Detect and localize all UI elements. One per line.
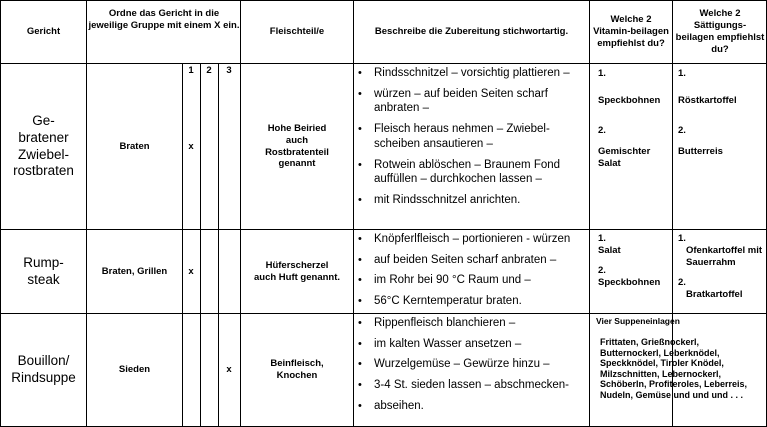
group-mark: x bbox=[226, 364, 232, 376]
side-dish: Gemischter Salat bbox=[598, 145, 651, 169]
preparation-step: • Knöpferlfleisch – portionieren - würzen bbox=[356, 232, 588, 247]
grid-line bbox=[182, 313, 183, 427]
preparation-step: • im Rohr bei 90 °C Raum und – bbox=[356, 273, 588, 288]
grid-line bbox=[200, 63, 201, 427]
group-number-3: 3 bbox=[226, 65, 232, 77]
side-number: 1. bbox=[598, 68, 606, 79]
meat-cut: Hüferscherzel auch Huft genannt. bbox=[253, 259, 341, 283]
side-number: 2. bbox=[678, 276, 686, 288]
preparation-step: • Rotwein ablöschen – Braunem Fond auffüllen – durchkochen lassen – bbox=[356, 158, 588, 187]
group-mark: x bbox=[188, 265, 194, 277]
side-dish: Speckbohnen bbox=[598, 276, 661, 288]
side-dish: Röstkartoffel bbox=[678, 94, 737, 106]
side-number: 2. bbox=[598, 264, 606, 276]
group-mark: x bbox=[188, 140, 194, 152]
dish-name: Rump- steak bbox=[23, 254, 64, 287]
cooking-method: Sieden bbox=[118, 364, 151, 376]
preparation-step: • abseihen. bbox=[356, 399, 588, 414]
vitamin-sides bbox=[598, 233, 670, 289]
side-number: 2. bbox=[678, 124, 686, 136]
preparation-step: • würzen – auf beiden Seiten scharf anbraten – bbox=[356, 87, 588, 116]
cooking-method: Braten bbox=[119, 140, 150, 152]
header-vitamin: Welche 2 Vitamin-beilagen empfiehlst du? bbox=[593, 14, 669, 49]
side-dish: Bratkartoffel bbox=[686, 288, 743, 300]
side-number: 1. bbox=[678, 68, 686, 79]
preparation-step: • Wurzelgemüse – Gewürze hinzu – bbox=[356, 357, 588, 372]
preparation-step: • Rindsschnitzel – vorsichtig plattieren – bbox=[356, 66, 588, 81]
meat-cut: Beinfleisch, Knochen bbox=[270, 358, 324, 381]
suppeneinlagen-list: Frittaten, Grießnockerl, Butternockerl, Leberknödel, Speckknödel, Tiroler Knödel, Milzschnitten, Lebernockerl, Schöberln, Profiteroles, Leberreis, Nudeln, Gemüse und und und . . . bbox=[600, 337, 748, 401]
preparation-step: • 56°C Kerntemperatur braten. bbox=[356, 294, 588, 309]
side-dish: Ofenkartoffel mit Sauerrahm bbox=[686, 244, 763, 268]
side-dish: Salat bbox=[598, 244, 621, 256]
preparation-steps bbox=[356, 66, 588, 208]
side-number: 1. bbox=[678, 233, 686, 244]
header-fleischteil: Fleischteil/e bbox=[269, 26, 325, 38]
side-dish: Speckbohnen bbox=[598, 94, 661, 106]
saettigung-sides bbox=[678, 233, 764, 300]
group-number-1: 1 bbox=[188, 65, 194, 77]
side-dish: Butterreis bbox=[678, 145, 723, 157]
preparation-step: • auf beiden Seiten scharf anbraten – bbox=[356, 253, 588, 268]
preparation-step: • Fleisch heraus nehmen – Zwiebel- scheiben ansautieren – bbox=[356, 122, 588, 151]
side-number: 2. bbox=[598, 124, 606, 136]
group-number-2: 2 bbox=[206, 65, 212, 77]
preparation-steps bbox=[356, 316, 588, 414]
cooking-method: Braten, Grillen bbox=[101, 265, 168, 277]
dish-name: Ge- bratener Zwiebel- rostbraten bbox=[13, 112, 74, 179]
suppeneinlagen-title: Vier Suppeneinlagen bbox=[596, 316, 680, 326]
preparation-steps bbox=[356, 232, 588, 309]
grid-line bbox=[589, 0, 590, 427]
dish-name: Bouillon/ Rindsuppe bbox=[11, 353, 76, 385]
preparation-step: • mit Rindsschnitzel anrichten. bbox=[356, 193, 588, 208]
grid-line bbox=[353, 0, 354, 427]
header-gericht: Gericht bbox=[26, 26, 61, 38]
side-number: 1. bbox=[598, 233, 606, 244]
meat-cut: Hohe Beiried auch Rostbratenteil genannt bbox=[265, 122, 329, 170]
preparation-step: • Rippenfleisch blanchieren – bbox=[356, 316, 588, 331]
vitamin-sides bbox=[598, 68, 670, 169]
header-saettigung: Welche 2 Sättigungs-beilagen empfiehlst du? bbox=[675, 8, 765, 55]
header-zubereitung: Beschreibe die Zubereitung stichwortartig. bbox=[374, 26, 569, 38]
preparation-step: • 3-4 St. sieden lassen – abschmecken- bbox=[356, 378, 588, 393]
saettigung-sides bbox=[678, 68, 764, 158]
preparation-step: • im kalten Wasser ansetzen – bbox=[356, 337, 588, 352]
header-gruppe: Ordne das Gericht in die jeweilige Gruppe mit einem X ein. bbox=[88, 8, 240, 31]
